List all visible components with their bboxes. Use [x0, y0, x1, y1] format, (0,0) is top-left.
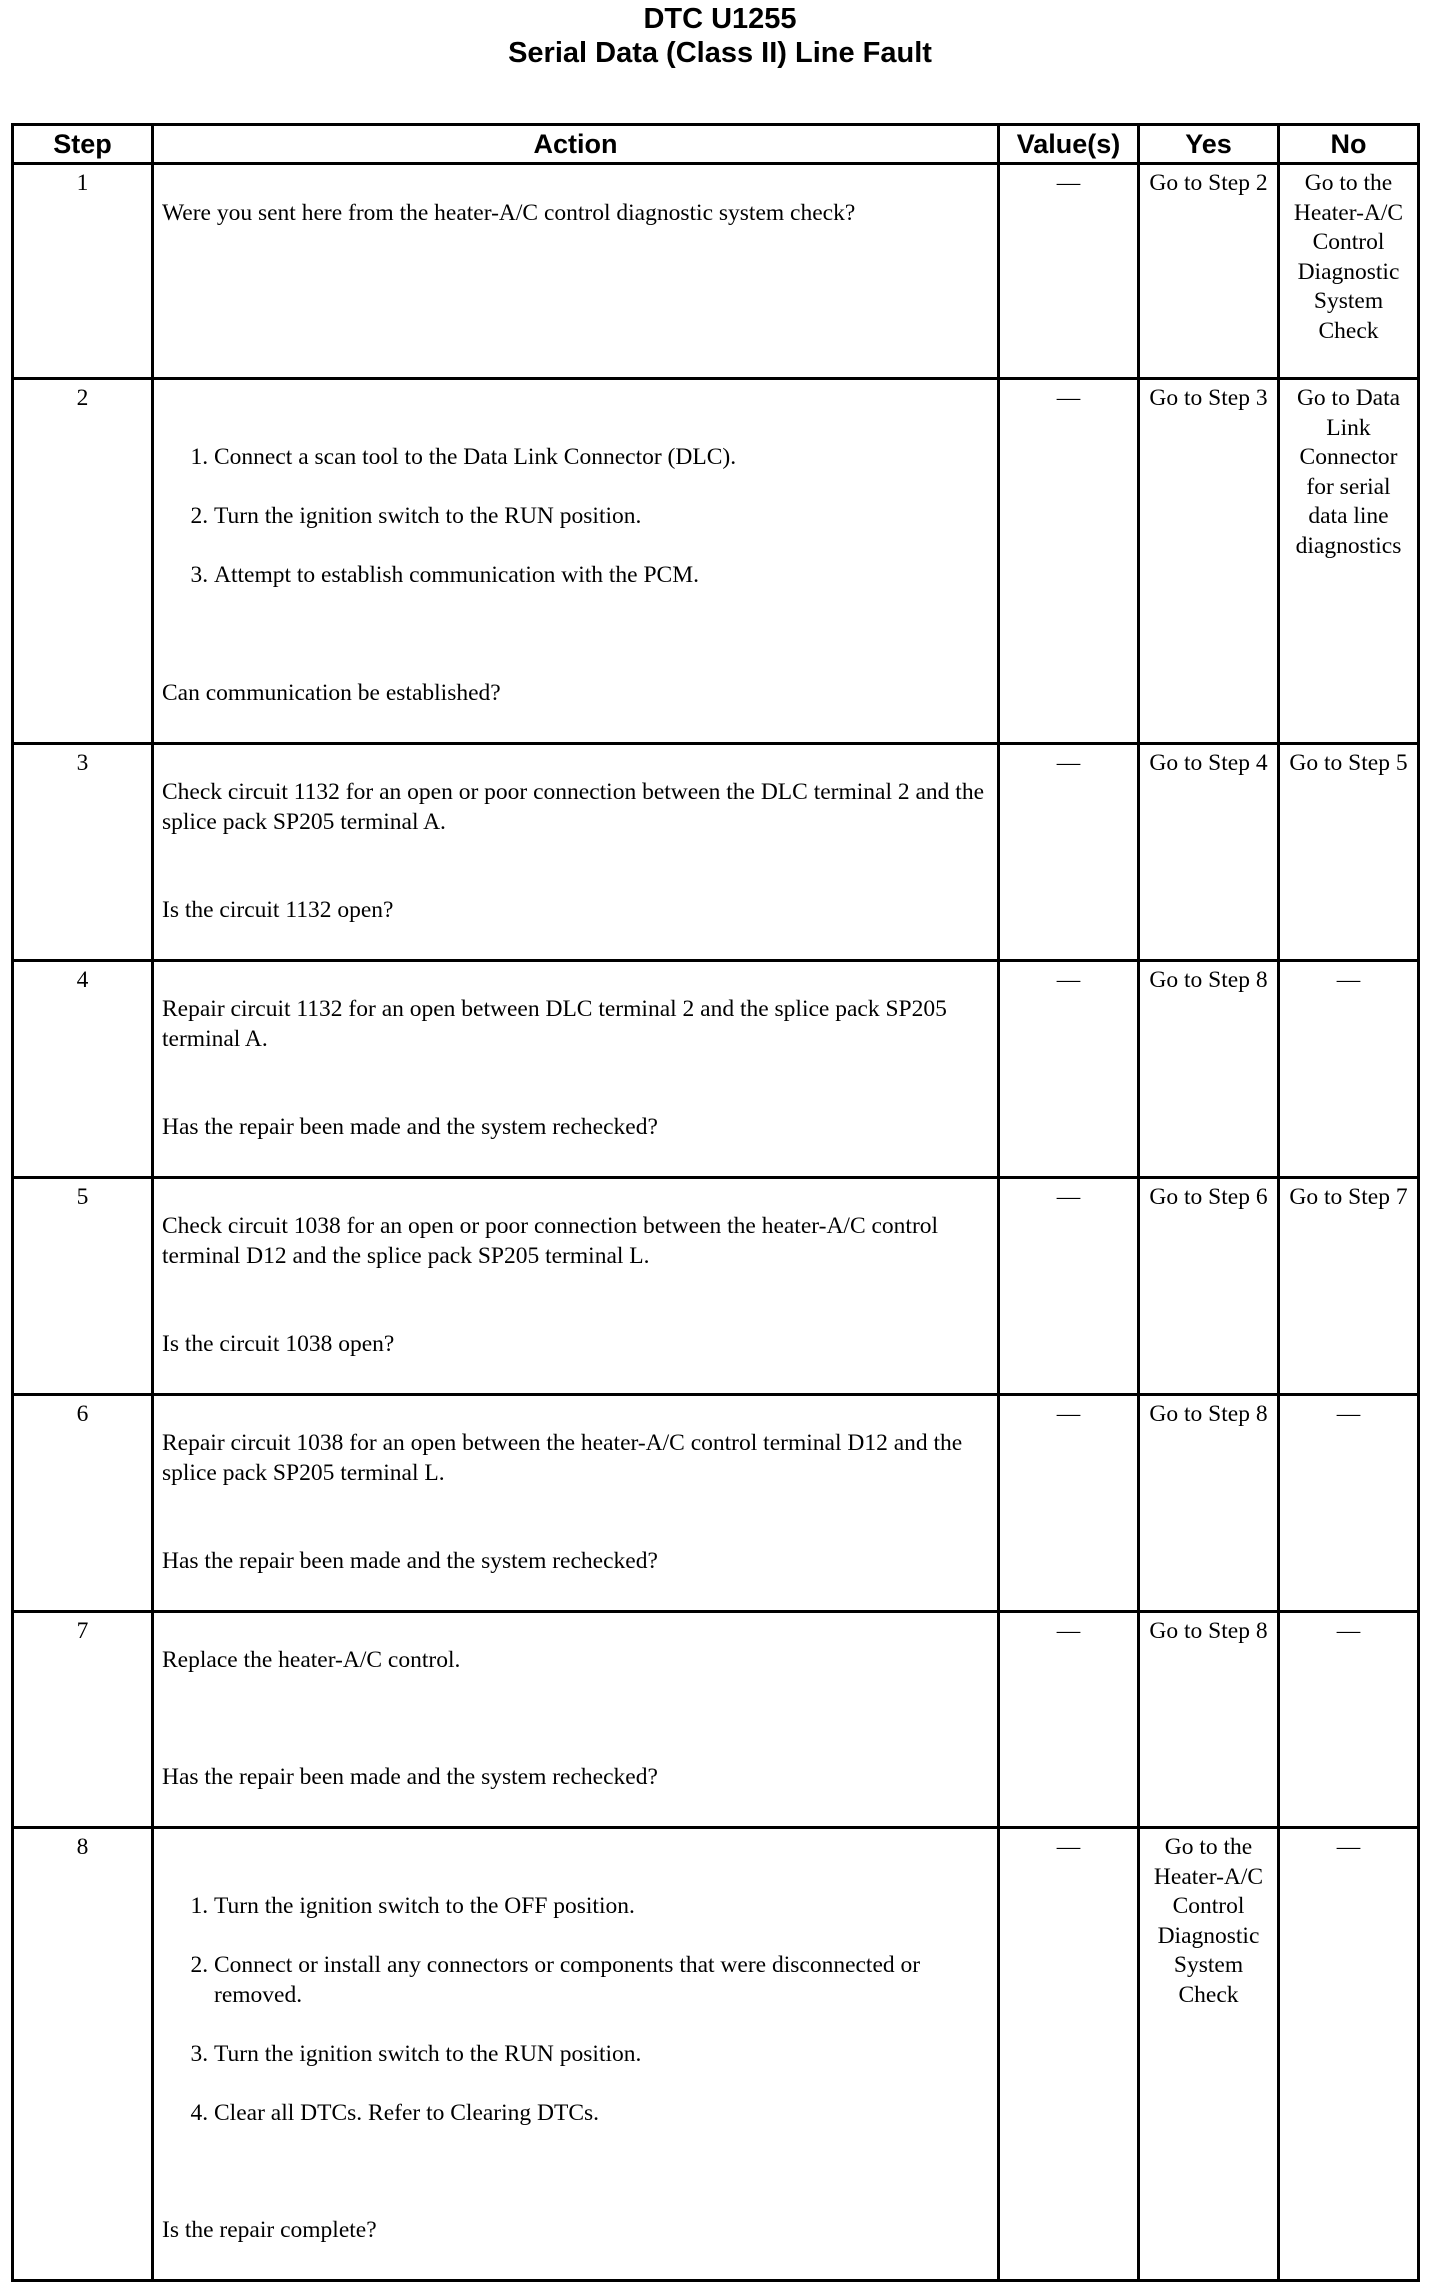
action-cell [153, 1828, 999, 2281]
action-text: Replace the heater-A/C control. [162, 1647, 461, 1673]
table-row [13, 164, 1419, 379]
table-row [13, 1828, 1419, 2281]
step-number: 4 [13, 960, 153, 1177]
yes-cell: Go to Step 8 [1139, 1394, 1279, 1611]
table-row [13, 743, 1419, 960]
header-step: Step [13, 125, 153, 164]
action-cell [153, 1611, 999, 1828]
action-text: Repair circuit 1038 for an open between the heater-A/C control terminal D12 and the splice pack SP205 terminal L. [162, 1430, 963, 1486]
no-cell: Go to Step 7 [1279, 1177, 1419, 1394]
yes-cell: Go to Step 3 [1139, 379, 1279, 744]
substep-item: 2. Connect or install any connectors or components that were disconnected or removed. [214, 1951, 989, 2010]
substep-item: 3. Turn the ignition switch to the RUN position. [214, 2040, 989, 2070]
value-cell: — [999, 1828, 1139, 2281]
yes-cell: Go to Step 8 [1139, 960, 1279, 1177]
title-line-fault-name: Serial Data (Class II) Line Fault [508, 37, 932, 69]
value-cell: — [999, 379, 1139, 744]
header-no: No [1279, 125, 1419, 164]
step-number: 5 [13, 1177, 153, 1394]
step-number: 8 [13, 1828, 153, 2281]
substep-item: 1. Turn the ignition switch to the OFF position. [214, 1892, 989, 1922]
no-cell: Go to Step 5 [1279, 743, 1419, 960]
header-action: Action [153, 125, 999, 164]
action-cell [153, 379, 999, 744]
action-cell [153, 960, 999, 1177]
no-cell: Go to Data Link Connector for serial data line diagnostics [1279, 379, 1419, 744]
step-number: 1 [13, 164, 153, 379]
action-question: Can communication be established? [162, 679, 501, 706]
action-cell [153, 164, 999, 379]
step-number: 2 [13, 379, 153, 744]
action-cell [153, 1177, 999, 1394]
value-cell: — [999, 743, 1139, 960]
substep-list [162, 414, 989, 621]
header-yes: Yes [1139, 125, 1279, 164]
action-cell [153, 1394, 999, 1611]
header-value: Value(s) [999, 125, 1139, 164]
step-number: 7 [13, 1611, 153, 1828]
action-text: Check circuit 1038 for an open or poor connection between the heater-A/C control terminal D12 and the splice pack SP205 terminal L. [162, 1213, 939, 1269]
action-question: Has the repair been made and the system rechecked? [162, 1764, 658, 1790]
action-question: Is the circuit 1132 open? [162, 896, 394, 923]
substep-item: 1. Connect a scan tool to the Data Link Connector (DLC). [214, 443, 989, 473]
no-cell: — [1279, 1611, 1419, 1828]
no-cell: — [1279, 1394, 1419, 1611]
yes-cell: Go to Step 4 [1139, 743, 1279, 960]
no-cell: Go to the Heater-A/C Control Diagnostic System Check [1279, 164, 1419, 379]
table-row [13, 379, 1419, 744]
substep-list [162, 1863, 989, 2158]
value-cell: — [999, 1177, 1139, 1394]
table-row [13, 960, 1419, 1177]
action-question: Is the repair complete? [162, 2217, 377, 2243]
table-header-row [13, 125, 1419, 164]
substep-item: 4. Clear all DTCs. Refer to Clearing DTCs. [214, 2099, 989, 2129]
value-cell: — [999, 164, 1139, 379]
no-cell: — [1279, 1828, 1419, 2281]
yes-cell: Go to the Heater-A/C Control Diagnostic System Check [1139, 1828, 1279, 2281]
action-question: Has the repair been made and the system rechecked? [162, 1547, 658, 1574]
action-cell [153, 743, 999, 960]
substep-item: 2. Turn the ignition switch to the RUN position. [214, 502, 989, 532]
diagnostic-table [11, 123, 1420, 2282]
table-row [13, 1394, 1419, 1611]
step-number: 3 [13, 743, 153, 960]
substep-item: 3. Attempt to establish communication with the PCM. [214, 561, 989, 591]
step-number: 6 [13, 1394, 153, 1611]
table-row [13, 1611, 1419, 1828]
table-row [13, 1177, 1419, 1394]
action-question: Is the circuit 1038 open? [162, 1330, 395, 1357]
action-text: Check circuit 1132 for an open or poor connection between the DLC terminal 2 and the splice pack SP205 terminal A. [162, 779, 985, 835]
action-question: Has the repair been made and the system rechecked? [162, 1113, 658, 1140]
yes-cell: Go to Step 8 [1139, 1611, 1279, 1828]
value-cell: — [999, 1611, 1139, 1828]
action-text: Were you sent here from the heater-A/C control diagnostic system check? [162, 199, 856, 226]
yes-cell: Go to Step 2 [1139, 164, 1279, 379]
action-text: Repair circuit 1132 for an open between DLC terminal 2 and the splice pack SP205 terminal A. [162, 996, 947, 1052]
value-cell: — [999, 960, 1139, 1177]
document-title [0, 2, 1440, 70]
no-cell: — [1279, 960, 1419, 1177]
value-cell: — [999, 1394, 1139, 1611]
yes-cell: Go to Step 6 [1139, 1177, 1279, 1394]
title-line-dtc-code: DTC U1255 [643, 3, 797, 35]
